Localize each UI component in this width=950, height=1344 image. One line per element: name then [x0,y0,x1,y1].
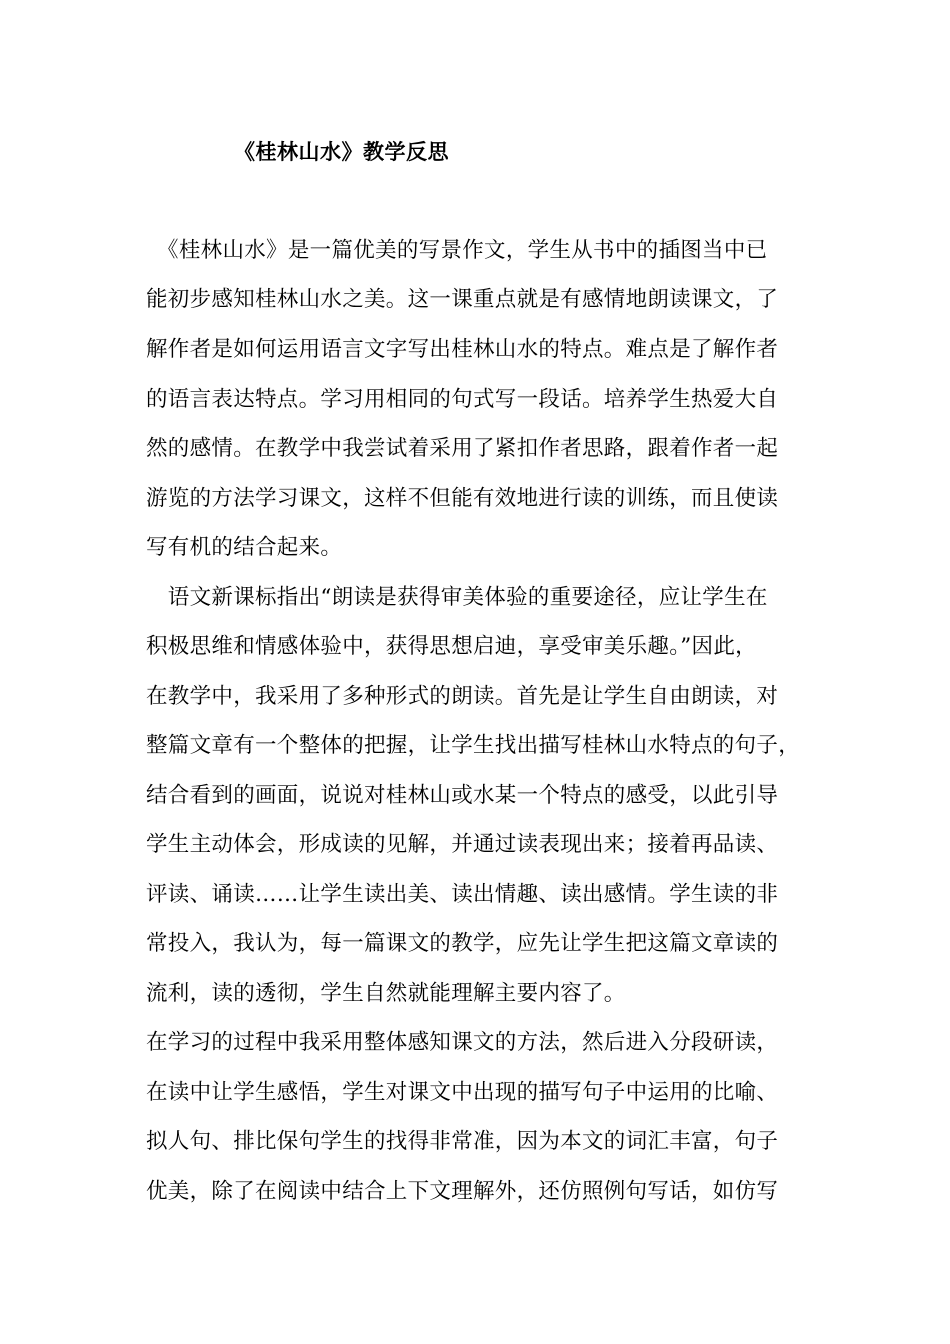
text-line-9: 积极思维和情感体验中，获得思想启迪，享受审美乐趣。”因此， [146,634,757,659]
text-line-20: 优美，除了在阅读中结合上下文理解外，还仿照例句写话，如仿写 [146,1179,779,1204]
text-line-19: 拟人句、排比保句学生的找得非常准，因为本文的词汇丰富，句子 [146,1129,779,1154]
text-line-8: 语文新课标指出“朗读是获得审美体验的重要途径，应让学生在 [146,585,768,610]
text-line-4: 的语言表达特点。学习用相同的句式写一段话。培养学生热爱大自 [146,387,779,412]
text-line-6: 游览的方法学习课文，这样不但能有效地进行读的训练，而且使读 [146,486,779,511]
text-line-2: 能初步感知桂林山水之美。这一课重点就是有感情地朗读课文，了 [146,287,779,312]
text-line-10: 在教学中，我采用了多种形式的朗读。首先是让学生自由朗读，对 [146,684,779,709]
text-line-1: 《桂林山水》是一篇优美的写景作文，学生从书中的插图当中已 [146,238,768,263]
text-line-3: 解作者是如何运用语言文字写出桂林山水的特点。难点是了解作者 [146,337,779,362]
document-title: 《桂林山水》教学反思 [234,140,449,164]
text-line-11: 整篇文章有一个整体的把握，让学生找出描写桂林山水特点的句子， [146,733,801,758]
text-line-14: 评读、诵读……让学生读出美、读出情趣、读出感情。学生读的非 [146,882,779,907]
text-line-18: 在读中让学生感悟，学生对课文中出现的描写句子中运用的比喻、 [146,1080,779,1105]
text-line-13: 学生主动体会，形成读的见解，并通过读表现出来；接着再品读、 [146,832,779,857]
text-line-17: 在学习的过程中我采用整体感知课文的方法，然后进入分段研读， [146,1030,779,1055]
text-line-5: 然的感情。在教学中我尝试着采用了紧扣作者思路，跟着作者一起 [146,436,779,461]
text-line-12: 结合看到的画面，说说对桂林山或水某一个特点的感受，以此引导 [146,783,779,808]
text-line-15: 常投入，我认为，每一篇课文的教学，应先让学生把这篇文章读的 [146,931,779,956]
text-line-16: 流利，读的透彻，学生自然就能理解主要内容了。 [146,981,626,1006]
text-line-7: 写有机的结合起来。 [146,535,343,560]
